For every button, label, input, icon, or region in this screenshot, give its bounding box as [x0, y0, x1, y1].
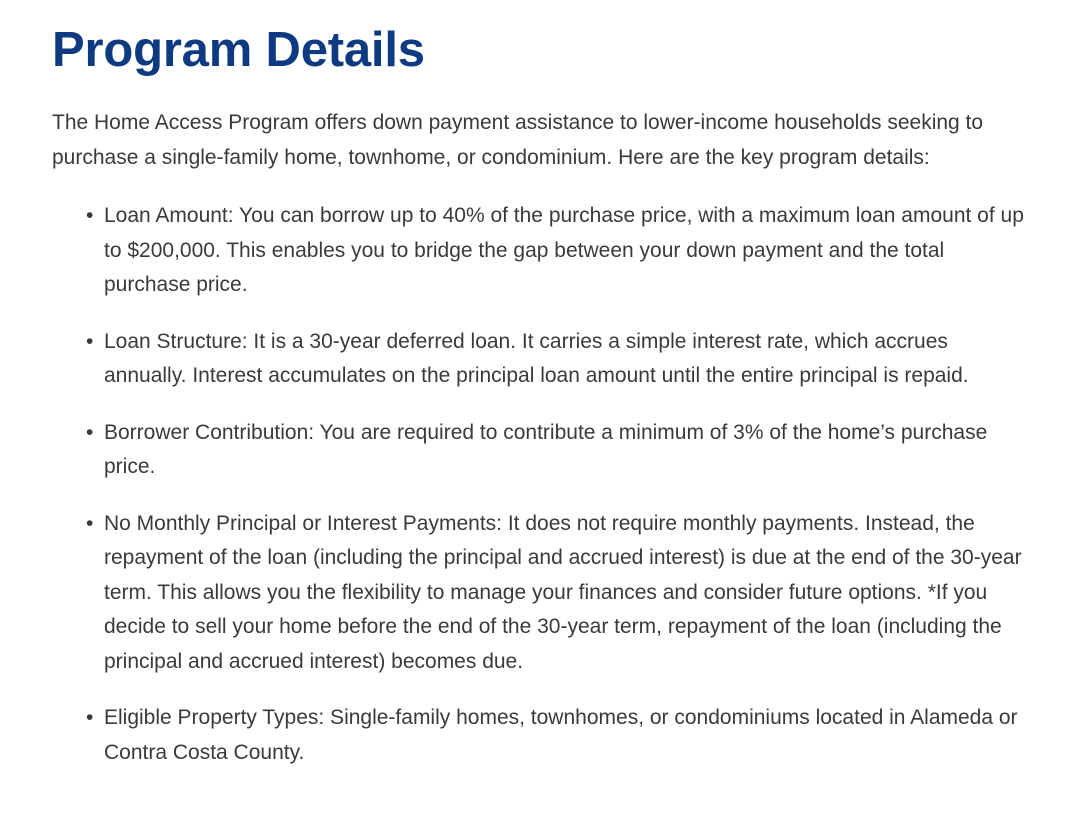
list-item-eligible-property-types — [86, 701, 1034, 770]
list-item-text: Eligible Property Types: Single-family homes, townhomes, or condominiums located in Alameda or Contra Costa County. — [104, 706, 1018, 764]
list-item-borrower-contribution — [86, 416, 1034, 485]
list-item-loan-amount — [86, 199, 1034, 303]
bullet-icon: • — [86, 420, 94, 444]
bullet-icon: • — [86, 706, 94, 729]
list-item-text: Loan Amount: You can borrow up to 40% of the purchase price, with a maximum loan amount of up to $200,000. This enables you to bridge the gap between your down payment and the total purchase price. — [104, 204, 1024, 296]
list-item-loan-structure — [86, 325, 1034, 394]
bullet-icon: • — [86, 204, 94, 227]
list-item-text: Loan Structure: It is a 30-year deferred loan. It carries a simple interest rate, which accrues annually. Interest accumulates on the principal loan amount until the entire principal is repaid. — [104, 329, 969, 387]
page-title: Program Details — [52, 23, 425, 77]
program-details-list — [52, 199, 1028, 770]
bullet-icon: • — [86, 511, 94, 535]
intro-paragraph: The Home Access Program offers down payment assistance to lower-income households seeking to purchase a single-family home, townhome, or condominium. Here are the key program details: — [52, 111, 984, 169]
list-item-text: Borrower Contribution: You are required to contribute a minimum of 3% of the home’s purchase price. — [104, 420, 988, 478]
list-item-no-monthly-payments — [86, 507, 1034, 680]
list-item-text: No Monthly Principal or Interest Payments: It does not require monthly payments. Instead, the repayment of the loan (including the principal and accrued interest) is due at the end of the 30-year term. This allows you the flexibility to manage your finances and consider future options. *If you decide to sell your home before the end of the 30-year term, repayment of the loan (including the principal and accrued interest) becomes due. — [104, 511, 1022, 673]
bullet-icon: • — [86, 329, 94, 353]
